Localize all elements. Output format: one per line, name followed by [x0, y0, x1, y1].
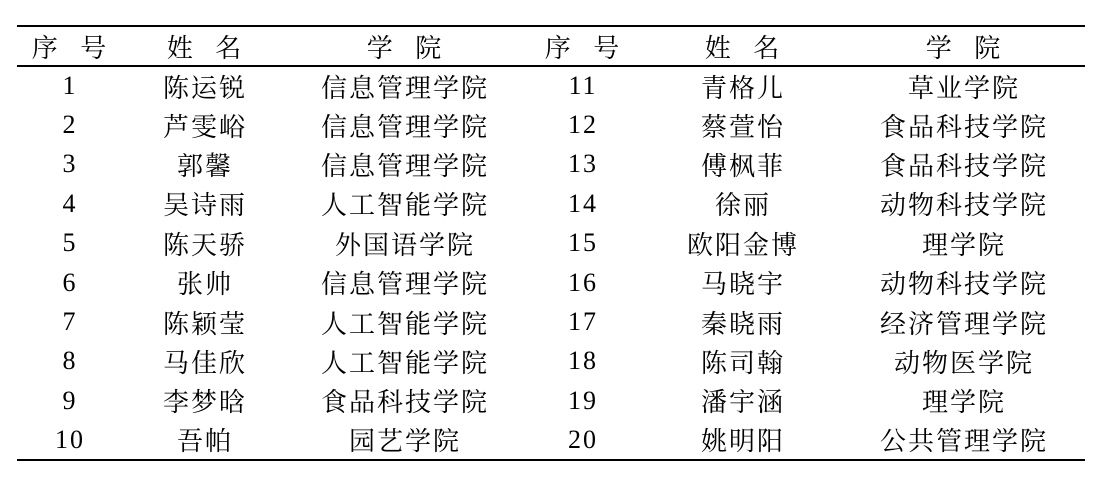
student-name-cell: 马晓宇: [700, 270, 785, 300]
column-header-no-right: 序 号: [544, 33, 622, 63]
student-name-cell: 陈运锐: [162, 73, 247, 103]
college-cell: 人工智能学院: [320, 309, 489, 339]
row-number-cell: 6: [62, 267, 78, 297]
student-name-cell: 吾帕: [176, 427, 233, 457]
student-name-cell: 欧阳金博: [686, 230, 799, 260]
student-name-cell: 吴诗雨: [162, 191, 247, 221]
student-name-cell: 陈天骄: [162, 230, 247, 260]
college-cell: 公共管理学院: [879, 427, 1048, 457]
table-row: [17, 66, 1085, 105]
row-number-cell: 2: [62, 110, 78, 140]
college-cell: 食品科技学院: [879, 151, 1048, 181]
student-name-cell: 姚明阳: [700, 427, 785, 457]
row-number-cell: 17: [568, 307, 598, 337]
table-row: [17, 342, 1085, 381]
table-header: [17, 26, 1085, 66]
table-row: [17, 184, 1085, 223]
row-number-cell: 19: [568, 385, 598, 415]
table-row: [17, 224, 1085, 263]
college-cell: 园艺学院: [348, 427, 461, 457]
student-roster-table: [17, 25, 1085, 461]
college-cell: 动物科技学院: [879, 270, 1048, 300]
column-header-name-left: 姓 名: [166, 33, 244, 63]
table-row: [17, 381, 1085, 420]
row-number-cell: 8: [62, 346, 78, 376]
college-cell: 信息管理学院: [320, 151, 489, 181]
student-name-cell: 李梦晗: [162, 388, 247, 418]
student-name-cell: 马佳欣: [162, 348, 247, 378]
student-name-cell: 青格儿: [700, 73, 785, 103]
student-name-cell: 蔡萱怡: [700, 112, 785, 142]
student-name-cell: 傅枫菲: [700, 151, 785, 181]
row-number-cell: 14: [568, 188, 598, 218]
table-row: [17, 145, 1085, 184]
college-cell: 动物科技学院: [879, 191, 1048, 221]
college-cell: 理学院: [921, 230, 1006, 260]
row-number-cell: 18: [568, 346, 598, 376]
college-cell: 经济管理学院: [879, 309, 1048, 339]
college-cell: 信息管理学院: [320, 270, 489, 300]
table-row: [17, 263, 1085, 302]
table-row: [17, 302, 1085, 341]
student-name-cell: 秦晓雨: [700, 309, 785, 339]
student-name-cell: 潘宇涵: [700, 388, 785, 418]
college-cell: 信息管理学院: [320, 73, 489, 103]
student-name-cell: 陈颖莹: [162, 309, 247, 339]
row-number-cell: 16: [568, 267, 598, 297]
row-number-cell: 5: [62, 228, 78, 258]
row-number-cell: 10: [55, 424, 85, 454]
college-cell: 草业学院: [907, 73, 1020, 103]
row-number-cell: 9: [62, 385, 78, 415]
row-number-cell: 11: [568, 71, 598, 101]
column-header-college-left: 学 院: [366, 33, 444, 63]
column-header-name-right: 姓 名: [704, 33, 782, 63]
student-name-cell: 陈司翰: [700, 348, 785, 378]
row-number-cell: 12: [568, 110, 598, 140]
student-name-cell: 芦雯峪: [162, 112, 247, 142]
student-name-cell: 张帅: [176, 270, 233, 300]
student-name-cell: 徐丽: [714, 191, 771, 221]
row-number-cell: 4: [62, 188, 78, 218]
row-number-cell: 15: [568, 228, 598, 258]
college-cell: 动物医学院: [893, 348, 1034, 378]
row-number-cell: 3: [62, 149, 78, 179]
table-row: [17, 421, 1085, 460]
college-cell: 人工智能学院: [320, 348, 489, 378]
student-name-cell: 郭馨: [176, 151, 233, 181]
college-cell: 食品科技学院: [879, 112, 1048, 142]
college-cell: 外国语学院: [334, 230, 475, 260]
college-cell: 理学院: [921, 388, 1006, 418]
row-number-cell: 1: [62, 71, 78, 101]
table-row: [17, 105, 1085, 144]
college-cell: 食品科技学院: [320, 388, 489, 418]
college-cell: 信息管理学院: [320, 112, 489, 142]
column-header-college-right: 学 院: [925, 33, 1003, 63]
column-header-no-left: 序 号: [31, 33, 109, 63]
row-number-cell: 20: [568, 424, 598, 454]
row-number-cell: 13: [568, 149, 598, 179]
college-cell: 人工智能学院: [320, 191, 489, 221]
header-row: [17, 26, 1085, 66]
table-body: [17, 66, 1085, 460]
row-number-cell: 7: [62, 307, 78, 337]
